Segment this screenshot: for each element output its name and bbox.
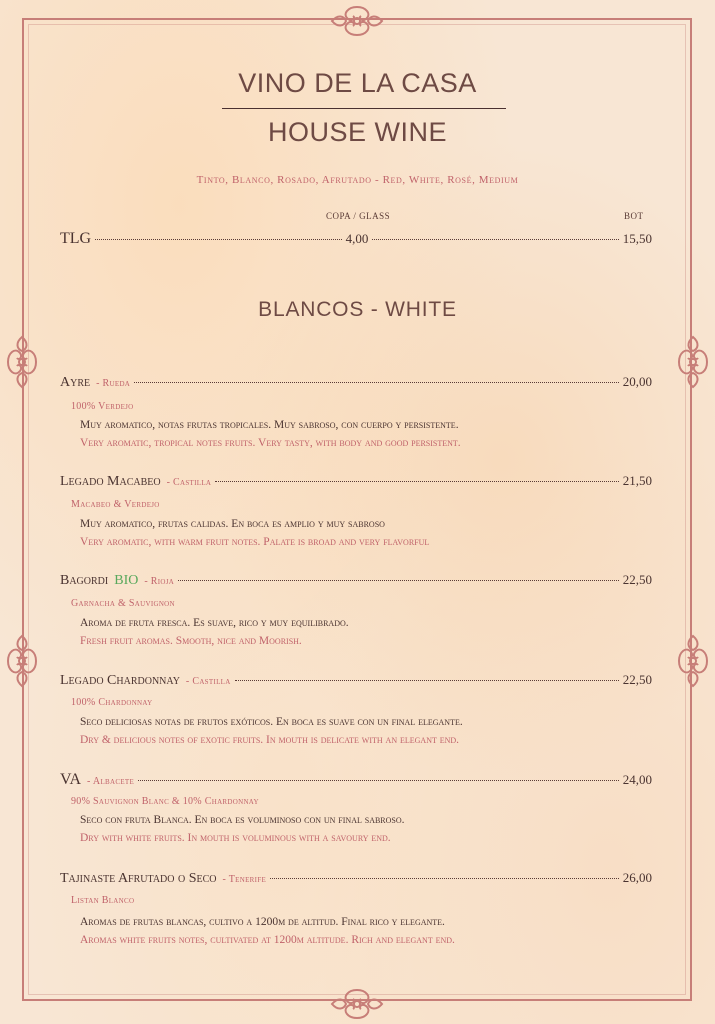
grape-variety: 100% Chardonnay xyxy=(71,697,153,708)
wine-name: TLG xyxy=(60,230,92,247)
bottle-price: 20,00 xyxy=(622,374,652,389)
wine-region: - Rueda xyxy=(96,378,131,389)
wine-row xyxy=(60,771,652,789)
wine-region: - Castilla xyxy=(166,477,212,488)
wine-region: - Tenerife xyxy=(222,874,267,885)
dot-leader xyxy=(138,780,619,781)
description-en: Dry & delicious notes of exotic fruits. In mouth is delicate with an elegant end. xyxy=(80,734,460,746)
bottle-price: 22,50 xyxy=(622,672,652,687)
description-en: Fresh fruit aromas. Smooth, nice and Moorish. xyxy=(80,635,302,647)
description-en: Aromas white fruits notes, cultivated at 1200m altitude. Rich and elegant end. xyxy=(80,934,455,946)
description-es: Aromas de frutas blancas, cultivo a 1200m de altitud. Final rico y elegante. xyxy=(80,916,445,928)
wine-region: - Castilla xyxy=(185,676,231,687)
wine-name: Ayre xyxy=(60,375,91,390)
dot-leader xyxy=(270,878,619,879)
wine-row xyxy=(60,672,652,689)
bottle-price: 24,00 xyxy=(622,772,652,787)
section-title: BLANCOS - WHITE xyxy=(258,298,457,321)
grape-variety: 100% Verdejo xyxy=(71,401,134,412)
grape-variety: Macabeo & Verdejo xyxy=(71,499,160,510)
grape-variety: 90% Sauvignon Blanc & 10% Chardonnay xyxy=(71,796,259,807)
scroll-ornament-icon xyxy=(5,632,39,690)
bottle-price: 22,50 xyxy=(622,572,652,587)
scroll-ornament-icon xyxy=(328,987,386,1021)
scroll-ornament-icon xyxy=(676,632,710,690)
wine-region: - Rioja xyxy=(144,576,175,587)
dot-leader xyxy=(235,680,619,681)
bottle-price: 26,00 xyxy=(622,870,652,885)
bottle-price: 21,50 xyxy=(622,473,652,488)
description-en: Very aromatic, tropical notes fruits. Very tasty, with body and good persistent. xyxy=(80,437,461,449)
bio-badge: BIO xyxy=(114,573,139,588)
house-wine-row xyxy=(60,230,652,248)
scroll-ornament-icon xyxy=(5,333,39,391)
scroll-ornament-icon xyxy=(328,4,386,38)
wine-row xyxy=(60,572,652,589)
description-es: Aroma de fruta fresca. Es suave, rico y muy equilibrado. xyxy=(80,617,349,629)
title-divider xyxy=(222,108,506,109)
page-title-es: VINO DE LA CASA xyxy=(238,68,477,98)
description-es: Seco con fruta Blanca. En boca es voluminoso con un final sabroso. xyxy=(80,814,405,826)
dot-leader xyxy=(134,382,619,383)
glass-price: 4,00 xyxy=(345,231,369,246)
dot-leader xyxy=(178,580,619,581)
dot-leader xyxy=(372,239,618,240)
wine-row xyxy=(60,374,652,391)
description-en: Dry with white fruits. In mouth is voluminous with a savoury end. xyxy=(80,832,391,844)
wine-region: - Albacete xyxy=(87,776,135,787)
description-es: Muy aromatico, frutas calidas. En boca es amplio y muy sabroso xyxy=(80,518,385,530)
grape-variety: Garnacha & Sauvignon xyxy=(71,598,175,609)
grape-variety: Listan Blanco xyxy=(71,895,135,906)
wine-name: VA xyxy=(60,771,82,788)
dot-leader xyxy=(215,481,618,482)
bottle-price: 15,50 xyxy=(622,231,653,246)
description-en: Very aromatic, with warm fruit notes. Palate is broad and very flavorful xyxy=(80,536,430,548)
column-header-glass: COPA / GLASS xyxy=(326,211,391,221)
wine-name: Legado Chardonnay xyxy=(60,673,180,688)
wine-row xyxy=(60,473,652,490)
wine-name: Tajinaste Afrutado o Seco xyxy=(60,871,217,886)
house-wine-subtitle: Tinto, Blanco, Rosado, Afrutado - Red, White, Rosé, Medium xyxy=(196,174,519,186)
dot-leader xyxy=(95,239,341,240)
description-es: Seco deliciosas notas de frutos exóticos. En boca es suave con un final elegante. xyxy=(80,716,463,728)
column-header-bottle: BOT xyxy=(624,211,644,221)
page-title-en: HOUSE WINE xyxy=(267,117,447,147)
wine-name: Bagordi xyxy=(60,573,109,588)
wine-name: Legado Macabeo xyxy=(60,474,161,489)
scroll-ornament-icon xyxy=(676,333,710,391)
description-es: Muy aromatico, notas frutas tropicales. Muy sabroso, con cuerpo y persistente. xyxy=(80,419,459,431)
wine-row xyxy=(60,870,652,887)
